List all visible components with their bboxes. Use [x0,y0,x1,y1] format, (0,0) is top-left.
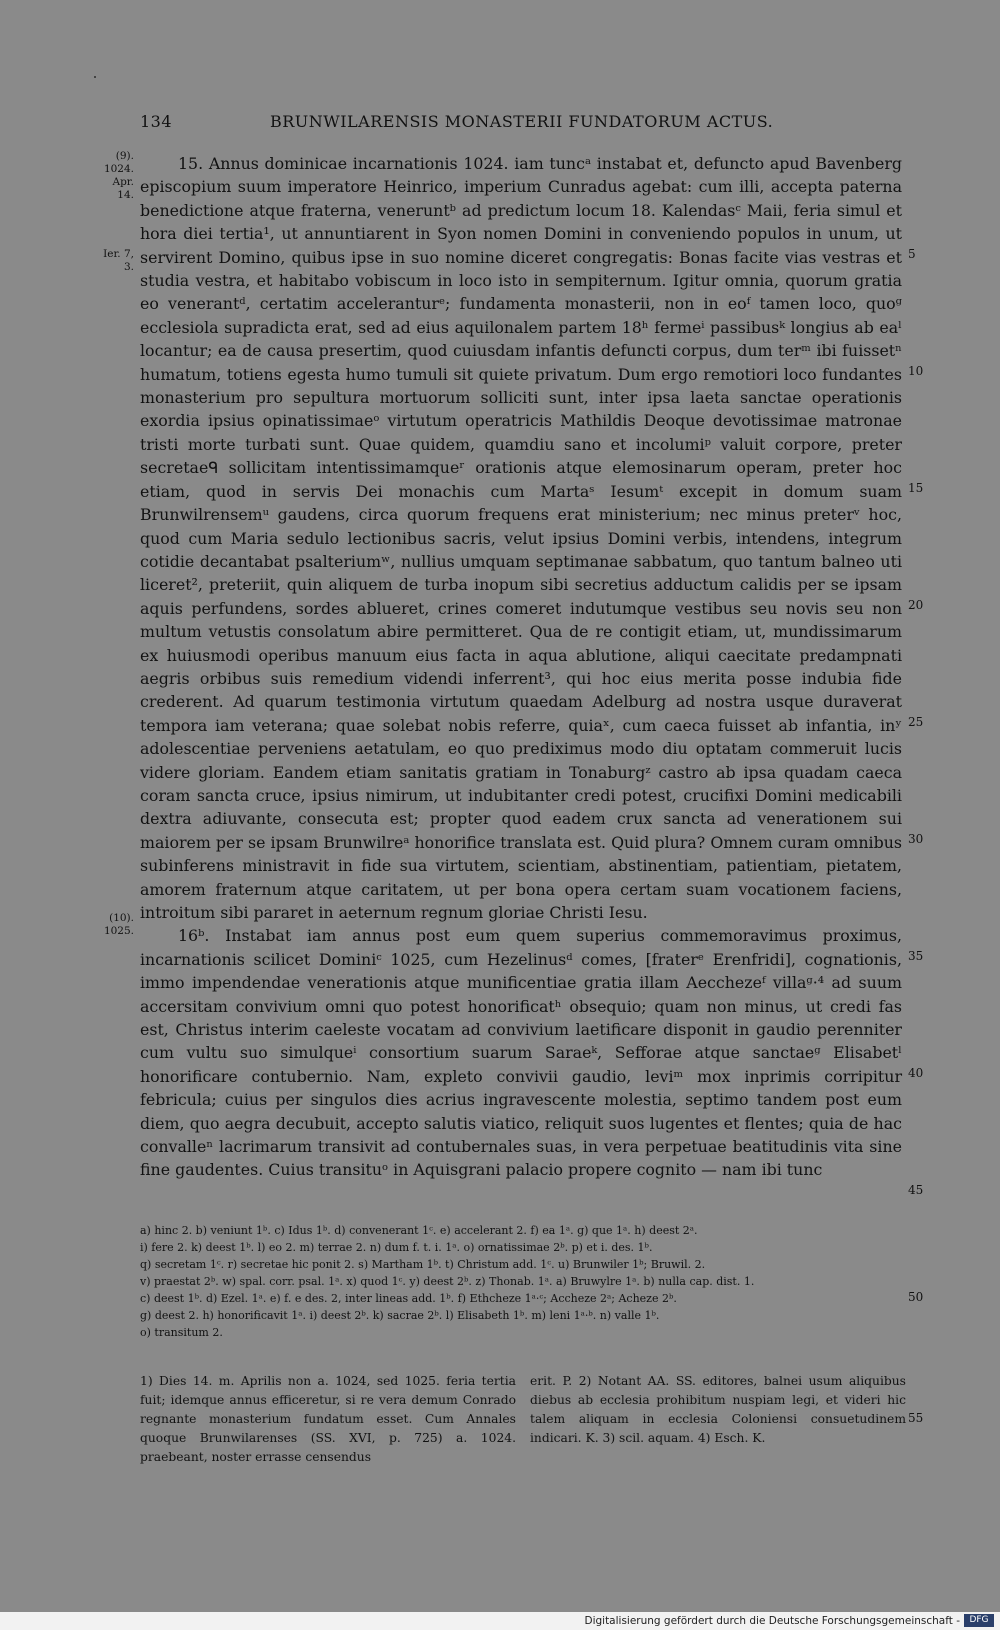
line-number: 15 [908,481,924,495]
page-number: 134 [140,112,173,131]
footnote-column-left: 1) Dies 14. m. Aprilis non a. 1024, sed 1025. feria tertia fuit; idemque annus efficeretur, si re vera demum Conrado regnante monasterium fundatum esset. Cum Annales quoque Brunwilarenses (SS. XVI, p. 725) a. 1024. praebeant, noster errasse censendus [140,1374,516,1464]
textual-variants [140,1222,902,1341]
dfg-logo-icon: DFG [964,1614,994,1627]
margin-note-date-1025: (10). 1025. [103,912,134,937]
variant-line: q) secretam 1ᶜ. r) secretae hic ponit 2. s) Martham 1ᵇ. t) Christum add. 1ᶜ. u) Brunwiler 1ᵇ; Bruwil. 2. [140,1258,706,1271]
variant-line: g) deest 2. h) honorificavit 1ᵃ. i) deest 2ᵇ. k) sacrae 2ᵇ. l) Elisabeth 1ᵇ. m) leni 1ᵃ·ᵇ. n) valle 1ᵇ. [140,1309,660,1322]
footnotes [140,1372,906,1472]
variant-line: c) deest 1ᵇ. d) Ezel. 1ᵃ. e) f. e des. 2, inter lineas add. 1ᵇ. f) Ethcheze 1ᵃ·ᶜ; Accheze 2ᵃ; Acheze 2ᵇ. [140,1292,677,1305]
line-number: 50 [908,1290,924,1304]
scan-speck [94,76,96,78]
digitization-footer [0,1612,1000,1630]
main-text [140,152,902,1182]
margin-note-date-1024: (9). 1024. Apr. 14. [103,150,134,201]
paragraph-15: 15. Annus dominicae incarnationis 1024. iam tuncᵃ instabat et, defuncto apud Bavenberg episcopium suum imperatore Heinrico, imperium Cunradus agebat: cum illi, accepta paterna benedictione atque fraterna, veneruntᵇ ad predictum locum 18. Kalendasᶜ Maii, feria simul et hora diei tertia¹, ut annuntiarent in Syon nomen Domini in conveniendo populos in unum, ut servirent Domino, quibus ipse in suo nomine diceret congregatis: Bonas facite vias vestras et studia vestra, et habitabo vobiscum in loco isto in sempiternum. Igitur omnia, quorum gratia eo venerantᵈ, certatim acceleranturᵉ; fundamenta monasterii, non in eoᶠ tamen loco, quoᵍ ecclesiola supradicta erat, sed ad eius aquilonalem partem 18ʰ fermeⁱ passibusᵏ longius ab eaˡ locantur; ea de causa presertim, quod cuiusdam infantis defuncti corpus, dum terᵐ ibi fuissetⁿ humatum, totiens egesta humo tumuli sit quiete privatum. Dum ergo remotiori loco fundantes monasterium pro sepultura mortuorum solliciti sunt, inter ipsa laeta sanctae operationis exordia ipsius opinatissimaeᵒ virtutum operatricis Mathildis Deoque devotissimae matronae tristi morte turbati sunt. Quae quidem, quamdiu sano et incolumiᵖ valuit corpore, preter secretaeᑫ sollicitam intentissimamqueʳ orationis atque elemosinarum operam, preter hoc etiam, quod in servis Dei monachis cum Martaˢ Iesumᵗ excepit in domum suam Brunwilrensemᵘ gaudens, circa quorum frequens erat ministerium; nec minus preterᵛ hoc, quod cum Maria sedulo lectionibus sacris, velut ipsius Domini verbis, intendens, integrum cotidie decantabat psalteriumʷ, nullius umquam septimanae sabbatum, quo tantum balneo uti liceret², preteriit, quin aliquem de turba inopum sibi secretius adductum calidis per se ipsam aquis perfundens, sordes ablueret, crines comeret indutumque vestibus seu novis seu non multum vetustis consolatum abire permitteret. Qua de re contigit etiam, ut, mundissimarum ex huiusmodi operibus manuum eius facta in aqua ablutione, aliqui caecitate predampnati aegris orbibus suis remedium videndi inferrent³, qui hoc eius merita posse indubia fide crederent. Ad quarum testimonia virtutum quaedam Adelburg ad nostra usque duraverat tempora iam veterana; quae solebat nobis referre, quiaˣ, cum caeca fuisset ab infantia, inʸ adolescentiae perveniens aetatulam, eo quo prediximus modo diu optatam commeruit lucis videre gloriam. Eandem etiam sanitatis gratiam in Tonaburgᶻ castro ab ipsa quadam caeca coram sancta cruce, ipsius nimirum, ut indubitanter credi potest, crucifixi Domini medicabili dextra adiuvante, consecuta est; propter quod eadem crux sancta ad venerationem sui maiorem per se ipsam Brunwilreᵃ honorifice translata est. Quid plura? Omnem curam omnibus subinferens ministravit in fide sua virtutem, scientiam, abstinentiam, patientiam, pietatem, amorem fraternum atque caritatem, ut per bona opera certam suam vocationem faciens, introitum sibi pararet in aeternum regnum gloriae Christi Iesu. [140,154,902,922]
line-number: 45 [908,1183,924,1197]
funding-notice: Digitalisierung gefördert durch die Deutsche Forschungsgemeinschaft - [584,1615,960,1627]
line-number: 55 [908,1411,924,1425]
line-number: 40 [908,1066,924,1080]
variant-line: o) transitum 2. [140,1326,223,1339]
line-number: 25 [908,715,924,729]
variant-line: v) praestat 2ᵇ. w) spal. corr. psal. 1ᵃ. x) quod 1ᶜ. y) deest 2ᵇ. z) Thonab. 1ᵃ. a) Bruwylre 1ᵃ. b) nulla cap. dist. 1. [140,1275,755,1288]
line-number: 5 [908,247,916,261]
line-number: 30 [908,832,924,846]
variant-line: i) fere 2. k) deest 1ᵇ. l) eo 2. m) terrae 2. n) dum f. t. i. 1ᵃ. o) ornatissimae 2ᵇ. p) et i. des. 1ᵇ. [140,1241,653,1254]
page-header [140,112,900,138]
footnote-column-right: erit. P. 2) Notant AA. SS. editores, balnei usum aliquibus diebus ab ecclesia prohibitum nuspiam legi, et videri hic talem aliquam in ecclesia Coloniensi consuetudinem indicari. K. 3) scil. aquam. 4) Esch. K. [530,1374,906,1445]
line-number: 10 [908,364,924,378]
variant-line: a) hinc 2. b) veniunt 1ᵇ. c) Idus 1ᵇ. d) convenerant 1ᶜ. e) accelerant 2. f) ea 1ᵃ. g) que 1ᵃ. h) deest 2ᵃ. [140,1224,698,1237]
running-title: BRUNWILARENSIS MONASTERII FUNDATORUM ACTUS. [270,112,774,131]
margin-note-ier: Ier. 7, 3. [103,248,134,273]
line-number: 20 [908,598,924,612]
line-number: 35 [908,949,924,963]
paragraph-16: 16ᵇ. Instabat iam annus post eum quem superius commemoravimus proximus, incarnationis scilicet Dominiᶜ 1025, cum Hezelinusᵈ comes, [fraterᵉ Erenfridi], cognationis, immo impendendae venerationis atque munificentiae gratia illam Aecchezeᶠ villaᵍ·⁴ ad suum accersitam convivium omni quo potest honorificatʰ obsequio; quam non minus, ut credi fas est, Christus interim caeleste vocatam ad convivium laetificare disponit in gaudio perenniter cum vultu suo simulqueⁱ consortium suarum Saraeᵏ, Sefforae atque sanctaeᵍ Elisabetˡ honorificare contubernio. Nam, expleto convivii gaudio, leviᵐ mox inprimis corripitur febricula; cuius per singulos dies acrius ingravescente molestia, septimo tandem post eum diem, quo aegra decubuit, accepto salutis viatico, reliquit suos lugentes et flentes; quia de hac convalleⁿ lacrimarum transivit ad contubernales suas, in vera perpetuae beatitudinis vita sine fine gaudentes. Cuius transituᵒ in Aquisgrani palacio propere cognito — nam ibi tunc [140,926,902,1180]
